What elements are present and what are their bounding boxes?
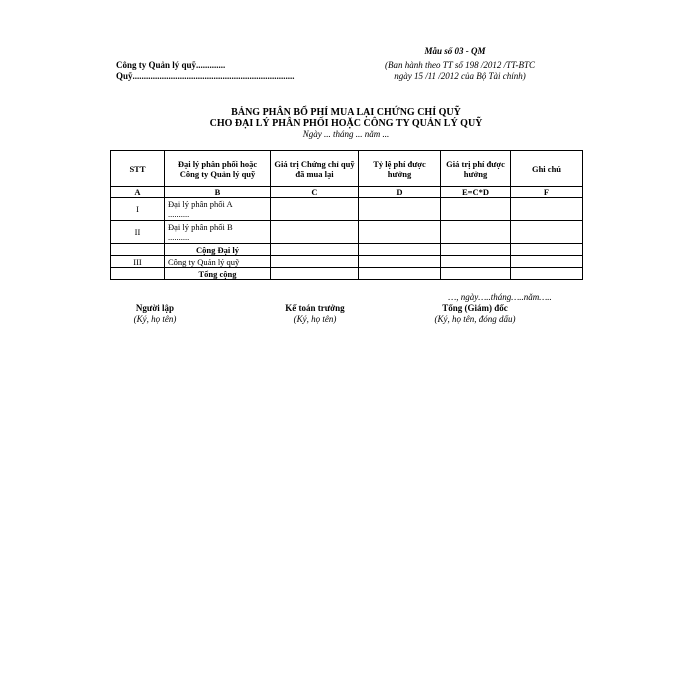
row-cell [359, 268, 441, 280]
letter-f: F [511, 187, 583, 198]
company-name: Công ty Quản lý quỹ............. [116, 60, 226, 70]
row-cell [111, 244, 165, 256]
row-cell [511, 221, 583, 244]
row-agent [165, 221, 271, 244]
title-line-1: BẢNG PHÂN BỔ PHÍ MUA LẠI CHỨNG CHỈ QUỸ [231, 107, 461, 118]
form-number: Mẫu số 03 - QM [424, 46, 486, 56]
title-block [110, 107, 582, 140]
row-cell [271, 221, 359, 244]
subtotal-label: Cộng Đại lý [165, 244, 271, 256]
row-stt: I [111, 198, 165, 221]
letter-a: A [111, 187, 165, 198]
row-cell [359, 244, 441, 256]
header-fee-rate: Tỷ lệ phí được hưởng [359, 151, 441, 187]
row-agent-name: Đại lý phân phối B [168, 222, 233, 232]
table-row [111, 198, 583, 221]
table-row-subtotal [111, 244, 583, 256]
row-cell [511, 268, 583, 280]
header-redeemed-value: Giá trị Chứng chỉ quỹ đã mua lại [271, 151, 359, 187]
row-cell [511, 256, 583, 268]
row-cell [441, 244, 511, 256]
director-note: (Ký, họ tên, đóng dấu) [434, 314, 516, 324]
signature-preparer [110, 303, 200, 325]
issuance-line-1: (Ban hành theo TT số 198 /2012 /TT-BTC [385, 60, 535, 70]
row-cell [359, 198, 441, 221]
director-title: Tổng (Giám) đốc [442, 303, 508, 313]
preparer-note: (Ký, họ tên) [133, 314, 177, 324]
row-cell [359, 221, 441, 244]
table-letters-row [111, 187, 583, 198]
row-stt: II [111, 221, 165, 244]
header-agent: Đại lý phân phối hoặc Công ty Quản lý quỹ [165, 151, 271, 187]
letter-b: B [165, 187, 271, 198]
row-cell [441, 221, 511, 244]
row-agent-dots: .......... [168, 209, 190, 219]
title-date: Ngày ... tháng ... năm ... [302, 129, 390, 139]
letter-c: C [271, 187, 359, 198]
row-cell [111, 268, 165, 280]
fund-name: Quỹ........................................................................ [116, 71, 295, 81]
signature-accountant [260, 303, 370, 325]
header-stt: STT [111, 151, 165, 187]
table-row-total [111, 268, 583, 280]
row-stt: III [111, 256, 165, 268]
row-cell [271, 198, 359, 221]
row-cell [359, 256, 441, 268]
row-cell [441, 268, 511, 280]
row-cell [271, 244, 359, 256]
row-agent-name: Công ty Quản lý quỹ [165, 256, 271, 268]
row-cell [441, 256, 511, 268]
header-left [116, 60, 295, 82]
header-fee-value: Giá trị phí được hưởng [441, 151, 511, 187]
letter-d: D [359, 187, 441, 198]
table-row [111, 221, 583, 244]
accountant-title: Kế toán trưởng [285, 303, 345, 313]
accountant-note: (Ký, họ tên) [293, 314, 337, 324]
row-cell [271, 268, 359, 280]
row-cell [511, 198, 583, 221]
title-line-2: CHO ĐẠI LÝ PHÂN PHỐI HOẶC CÔNG TY QUẢN LÝ QUỸ [209, 118, 483, 129]
row-cell [271, 256, 359, 268]
signature-date-line: …, ngày…..tháng…..năm….. [448, 292, 552, 302]
total-label: Tổng cộng [165, 268, 271, 280]
row-agent [165, 198, 271, 221]
issuance-line-2: ngày 15 /11 /2012 của Bộ Tài chính) [394, 71, 526, 81]
header-right [350, 60, 570, 82]
row-cell [441, 198, 511, 221]
table-header-row [111, 151, 583, 187]
table-row [111, 256, 583, 268]
signature-director [400, 303, 550, 325]
allocation-table [110, 150, 583, 280]
row-cell [511, 244, 583, 256]
preparer-title: Người lập [135, 303, 175, 313]
row-agent-dots: .......... [168, 232, 190, 242]
letter-e: E=C*D [441, 187, 511, 198]
header-notes: Ghi chú [511, 151, 583, 187]
row-agent-name: Đại lý phân phối A [168, 199, 233, 209]
